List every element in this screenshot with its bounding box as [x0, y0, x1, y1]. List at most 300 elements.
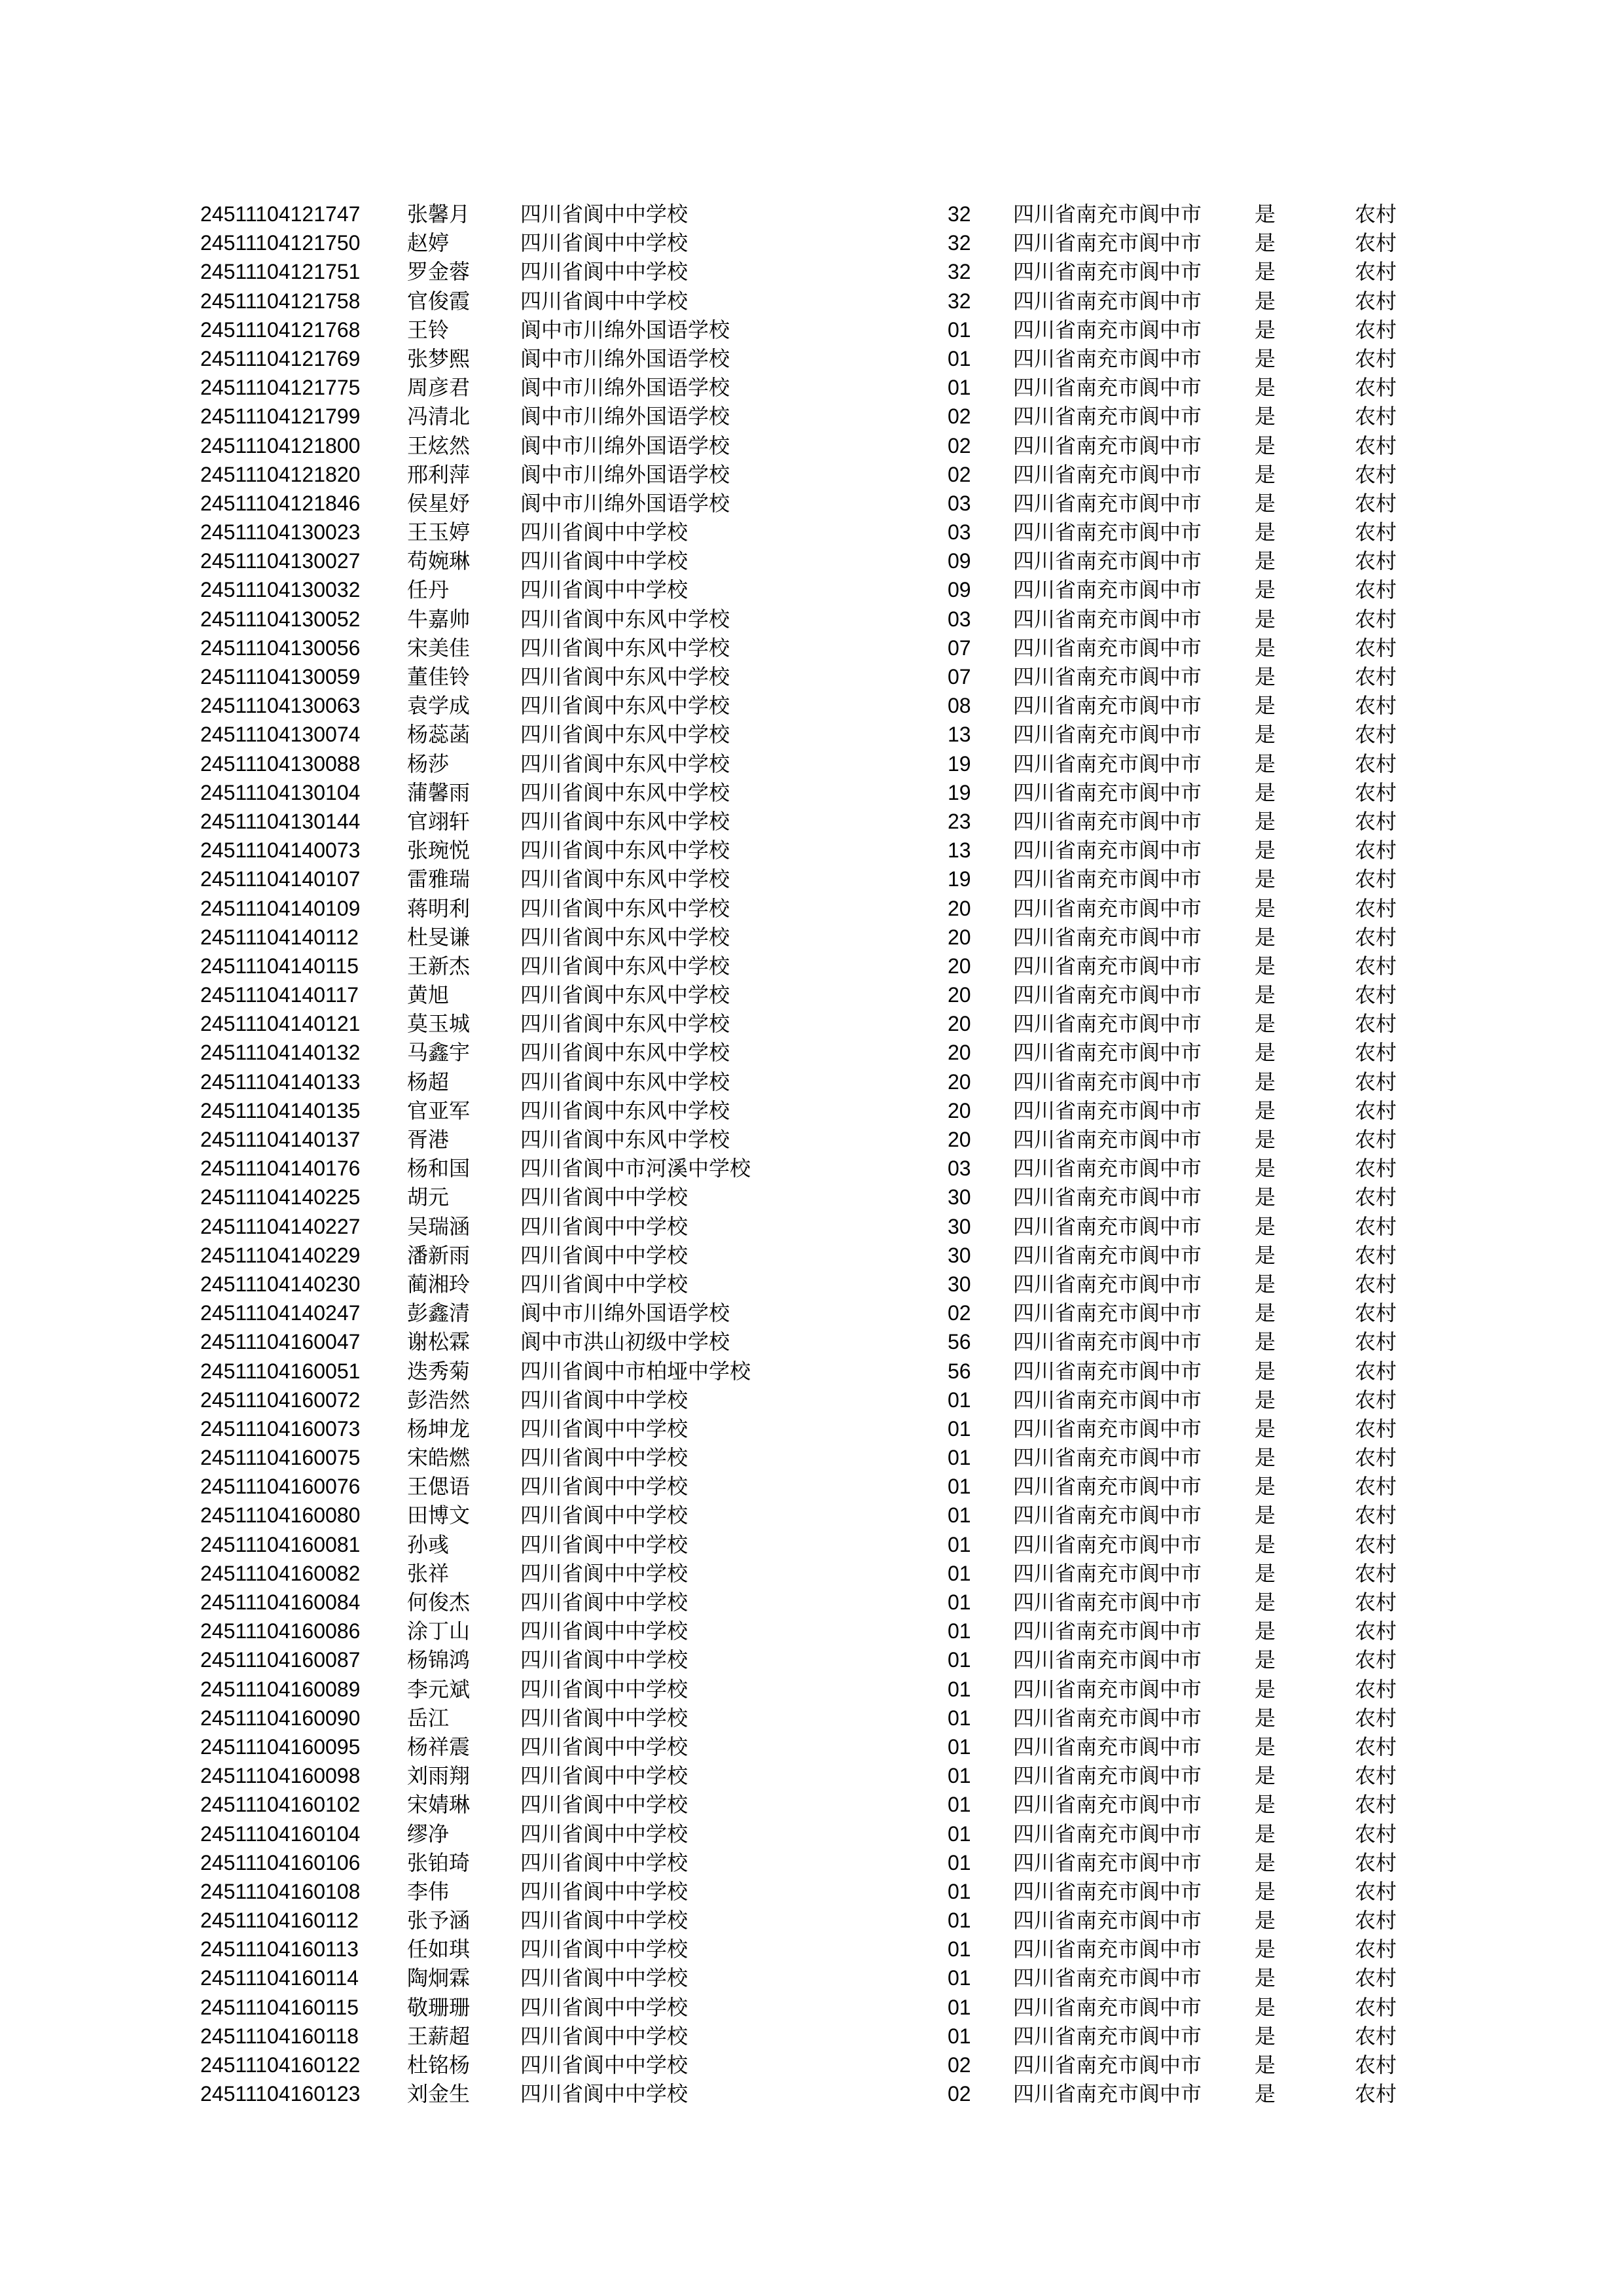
student-name: 张馨月	[407, 202, 471, 226]
status-flag: 是	[1255, 1243, 1276, 1267]
table-row	[0, 1588, 1623, 1617]
school-name: 四川省阆中中学校	[520, 1388, 688, 1412]
student-name: 迭秀菊	[407, 1359, 471, 1383]
region: 四川省南充市阆中市	[1013, 694, 1202, 718]
region: 四川省南充市阆中市	[1013, 1475, 1202, 1499]
table-row	[0, 865, 1623, 893]
table-row	[0, 1038, 1623, 1067]
table-row	[0, 1386, 1623, 1414]
school-name: 四川省阆中中学校	[520, 231, 688, 255]
class-number: 01	[948, 1619, 971, 1643]
table-row	[0, 1472, 1623, 1501]
student-name: 王铃	[407, 317, 450, 342]
class-number: 01	[948, 1879, 971, 1903]
student-name: 李伟	[407, 1879, 450, 1903]
region: 四川省南充市阆中市	[1013, 1850, 1202, 1874]
student-id: 24511104160090	[200, 1706, 361, 1730]
table-row	[0, 460, 1623, 489]
student-name: 潘新雨	[407, 1243, 471, 1267]
status-flag: 是	[1255, 1503, 1276, 1528]
table-row	[0, 1096, 1623, 1125]
student-name: 刘雨翔	[407, 1764, 471, 1788]
school-name: 阆中市川绵外国语学校	[520, 346, 730, 370]
status-flag: 是	[1255, 1041, 1276, 1065]
status-flag: 是	[1255, 578, 1276, 602]
class-number: 01	[948, 1532, 971, 1556]
status-flag: 是	[1255, 1098, 1276, 1122]
class-number: 20	[948, 925, 971, 949]
region: 四川省南充市阆中市	[1013, 1821, 1202, 1846]
region: 四川省南充市阆中市	[1013, 1330, 1202, 1354]
area-type: 农村	[1355, 1330, 1397, 1354]
student-id: 24511104160095	[200, 1734, 361, 1759]
table-row	[0, 489, 1623, 518]
table-row	[0, 287, 1623, 315]
area-type: 农村	[1355, 578, 1397, 602]
area-type: 农村	[1355, 607, 1397, 631]
table-row	[0, 1530, 1623, 1559]
table-row	[0, 402, 1623, 431]
region: 四川省南充市阆中市	[1013, 260, 1202, 284]
school-name: 四川省阆中东风中学校	[520, 751, 730, 776]
school-name: 四川省阆中中学校	[520, 1243, 688, 1267]
area-type: 农村	[1355, 1706, 1397, 1730]
table-row	[0, 720, 1623, 749]
school-name: 四川省阆中东风中学校	[520, 983, 730, 1007]
area-type: 农村	[1355, 1475, 1397, 1499]
class-number: 09	[948, 549, 971, 573]
area-type: 农村	[1355, 665, 1397, 689]
area-type: 农村	[1355, 1619, 1397, 1643]
school-name: 四川省阆中中学校	[520, 549, 688, 573]
student-name: 赵婷	[407, 231, 450, 255]
area-type: 农村	[1355, 1532, 1397, 1556]
student-name: 宋婧琳	[407, 1793, 471, 1817]
status-flag: 是	[1255, 1214, 1276, 1238]
class-number: 01	[948, 1416, 971, 1441]
class-number: 32	[948, 289, 971, 313]
region: 四川省南充市阆中市	[1013, 838, 1202, 863]
class-number: 30	[948, 1185, 971, 1210]
status-flag: 是	[1255, 520, 1276, 545]
area-type: 农村	[1355, 1359, 1397, 1383]
status-flag: 是	[1255, 1416, 1276, 1441]
class-number: 07	[948, 665, 971, 689]
table-row	[0, 1848, 1623, 1877]
status-flag: 是	[1255, 1995, 1276, 2019]
region: 四川省南充市阆中市	[1013, 723, 1202, 747]
student-name: 王玉婷	[407, 520, 471, 545]
student-id: 24511104121775	[200, 376, 361, 400]
table-row	[0, 1645, 1623, 1674]
status-flag: 是	[1255, 723, 1276, 747]
school-name: 四川省阆中中学校	[520, 2024, 688, 2048]
status-flag: 是	[1255, 1128, 1276, 1151]
student-id: 24511104140225	[200, 1185, 361, 1210]
status-flag: 是	[1255, 1677, 1276, 1701]
school-name: 四川省阆中中学校	[520, 1966, 688, 1990]
student-id: 24511104140176	[200, 1157, 361, 1181]
status-flag: 是	[1255, 1648, 1276, 1672]
school-name: 四川省阆中中学校	[520, 1648, 688, 1672]
table-row	[0, 1790, 1623, 1819]
region: 四川省南充市阆中市	[1013, 1272, 1202, 1296]
region: 四川省南充市阆中市	[1013, 1157, 1202, 1181]
class-number: 01	[948, 1388, 971, 1412]
status-flag: 是	[1255, 1185, 1276, 1210]
region: 四川省南充市阆中市	[1013, 1069, 1202, 1094]
student-id: 24511104140121	[200, 1012, 361, 1036]
student-name: 王新杰	[407, 954, 471, 978]
region: 四川省南充市阆中市	[1013, 809, 1202, 833]
status-flag: 是	[1255, 1012, 1276, 1036]
school-name: 四川省阆中中学校	[520, 1416, 688, 1441]
table-row	[0, 1327, 1623, 1356]
school-name: 四川省阆中中学校	[520, 1850, 688, 1874]
student-name: 陶炯霖	[407, 1966, 471, 1990]
area-type: 农村	[1355, 1909, 1397, 1933]
student-name: 杨坤龙	[407, 1416, 471, 1441]
region: 四川省南充市阆中市	[1013, 231, 1202, 255]
student-name: 何俊杰	[407, 1590, 471, 1614]
status-flag: 是	[1255, 636, 1276, 660]
student-name: 杨祥震	[407, 1734, 471, 1759]
school-name: 四川省阆中东风中学校	[520, 665, 730, 689]
region: 四川省南充市阆中市	[1013, 462, 1202, 486]
student-id: 24511104121769	[200, 346, 361, 370]
student-id: 24511104160102	[200, 1793, 361, 1817]
student-name: 官亚军	[407, 1098, 471, 1122]
table-row	[0, 1125, 1623, 1154]
student-id: 24511104121768	[200, 317, 361, 342]
class-number: 01	[948, 1995, 971, 2019]
area-type: 农村	[1355, 549, 1397, 573]
area-type: 农村	[1355, 1157, 1397, 1181]
table-row	[0, 1877, 1623, 1906]
student-id: 24511104160047	[200, 1330, 361, 1354]
status-flag: 是	[1255, 1619, 1276, 1643]
status-flag: 是	[1255, 694, 1276, 718]
student-id: 24511104140132	[200, 1041, 361, 1065]
student-id: 24511104140137	[200, 1128, 361, 1151]
status-flag: 是	[1255, 954, 1276, 978]
class-number: 02	[948, 462, 971, 486]
class-number: 30	[948, 1214, 971, 1238]
class-number: 56	[948, 1359, 971, 1383]
school-name: 四川省阆中东风中学校	[520, 780, 730, 804]
region: 四川省南充市阆中市	[1013, 1098, 1202, 1122]
student-id: 24511104130027	[200, 549, 361, 573]
class-number: 01	[948, 1561, 971, 1585]
area-type: 农村	[1355, 780, 1397, 804]
table-row	[0, 1993, 1623, 2022]
region: 四川省南充市阆中市	[1013, 1677, 1202, 1701]
student-id: 24511104140115	[200, 954, 359, 978]
status-flag: 是	[1255, 1330, 1276, 1354]
status-flag: 是	[1255, 1793, 1276, 1817]
student-id: 24511104160113	[200, 1937, 359, 1962]
status-flag: 是	[1255, 983, 1276, 1007]
student-id: 24511104130074	[200, 723, 361, 747]
student-name: 王偲语	[407, 1475, 471, 1499]
status-flag: 是	[1255, 607, 1276, 631]
school-name: 四川省阆中中学校	[520, 1561, 688, 1585]
region: 四川省南充市阆中市	[1013, 983, 1202, 1007]
school-name: 阆中市川绵外国语学校	[520, 491, 730, 515]
table-row	[0, 1964, 1623, 1992]
student-name: 张琬悦	[407, 838, 471, 863]
table-row	[0, 1443, 1623, 1472]
status-flag: 是	[1255, 260, 1276, 284]
student-name: 彭鑫清	[407, 1301, 471, 1325]
class-number: 23	[948, 809, 971, 833]
student-id: 24511104160072	[200, 1388, 361, 1412]
region: 四川省南充市阆中市	[1013, 780, 1202, 804]
student-name: 杨超	[407, 1069, 450, 1094]
status-flag: 是	[1255, 491, 1276, 515]
school-name: 四川省阆中市河溪中学校	[520, 1157, 751, 1181]
student-name: 李元斌	[407, 1677, 471, 1701]
status-flag: 是	[1255, 1590, 1276, 1614]
area-type: 农村	[1355, 954, 1397, 978]
student-name: 罗金蓉	[407, 260, 471, 284]
status-flag: 是	[1255, 809, 1276, 833]
table-row	[0, 1414, 1623, 1443]
class-number: 01	[948, 1850, 971, 1874]
status-flag: 是	[1255, 838, 1276, 863]
student-name: 侯星妤	[407, 491, 471, 515]
class-number: 03	[948, 607, 971, 631]
student-id: 24511104130088	[200, 751, 361, 776]
status-flag: 是	[1255, 1272, 1276, 1296]
class-number: 01	[948, 1966, 971, 1990]
area-type: 农村	[1355, 983, 1397, 1007]
student-id: 24511104160115	[200, 1995, 359, 2019]
status-flag: 是	[1255, 1821, 1276, 1846]
student-id: 24511104160104	[200, 1821, 361, 1846]
student-name: 杜铭杨	[407, 2053, 471, 2077]
school-name: 四川省阆中东风中学校	[520, 636, 730, 660]
status-flag: 是	[1255, 202, 1276, 226]
area-type: 农村	[1355, 1243, 1397, 1267]
table-row	[0, 373, 1623, 402]
student-id: 24511104130059	[200, 665, 361, 689]
student-id: 24511104140073	[200, 838, 361, 863]
region: 四川省南充市阆中市	[1013, 376, 1202, 400]
table-row	[0, 778, 1623, 807]
class-number: 01	[948, 1764, 971, 1788]
area-type: 农村	[1355, 1793, 1397, 1817]
status-flag: 是	[1255, 1850, 1276, 1874]
status-flag: 是	[1255, 317, 1276, 342]
table-row	[0, 807, 1623, 836]
area-type: 农村	[1355, 1503, 1397, 1528]
student-id: 24511104140107	[200, 867, 361, 891]
class-number: 19	[948, 780, 971, 804]
region: 四川省南充市阆中市	[1013, 549, 1202, 573]
class-number: 01	[948, 317, 971, 342]
area-type: 农村	[1355, 1214, 1397, 1238]
student-id: 24511104121799	[200, 404, 361, 429]
table-row	[0, 2051, 1623, 2079]
class-number: 32	[948, 231, 971, 255]
student-id: 24511104140227	[200, 1214, 361, 1238]
school-name: 四川省阆中东风中学校	[520, 1012, 730, 1036]
area-type: 农村	[1355, 1069, 1397, 1094]
school-name: 阆中市川绵外国语学校	[520, 317, 730, 342]
area-type: 农村	[1355, 1734, 1397, 1759]
student-id: 24511104121846	[200, 491, 361, 515]
school-name: 阆中市川绵外国语学校	[520, 376, 730, 400]
student-name: 田博文	[407, 1503, 471, 1528]
region: 四川省南充市阆中市	[1013, 925, 1202, 949]
status-flag: 是	[1255, 1879, 1276, 1903]
student-id: 24511104130056	[200, 636, 361, 660]
status-flag: 是	[1255, 1446, 1276, 1470]
class-number: 01	[948, 1503, 971, 1528]
school-name: 四川省阆中中学校	[520, 520, 688, 545]
region: 四川省南充市阆中市	[1013, 1243, 1202, 1267]
region: 四川省南充市阆中市	[1013, 578, 1202, 602]
class-number: 01	[948, 1734, 971, 1759]
class-number: 56	[948, 1330, 971, 1354]
status-flag: 是	[1255, 1937, 1276, 1962]
region: 四川省南充市阆中市	[1013, 1446, 1202, 1470]
student-name: 袁学成	[407, 694, 471, 718]
area-type: 农村	[1355, 925, 1397, 949]
class-number: 01	[948, 1475, 971, 1499]
area-type: 农村	[1355, 896, 1397, 920]
area-type: 农村	[1355, 694, 1397, 718]
area-type: 农村	[1355, 1128, 1397, 1151]
region: 四川省南充市阆中市	[1013, 2024, 1202, 2048]
table-row	[0, 952, 1623, 980]
school-name: 四川省阆中中学校	[520, 2053, 688, 2077]
area-type: 农村	[1355, 462, 1397, 486]
student-name: 冯清北	[407, 404, 471, 429]
area-type: 农村	[1355, 260, 1397, 284]
region: 四川省南充市阆中市	[1013, 433, 1202, 457]
status-flag: 是	[1255, 433, 1276, 457]
school-name: 阆中市川绵外国语学校	[520, 1301, 730, 1325]
student-id: 24511104160075	[200, 1446, 361, 1470]
student-id: 24511104121820	[200, 462, 361, 486]
area-type: 农村	[1355, 1098, 1397, 1122]
student-name: 涂丁山	[407, 1619, 471, 1643]
table-row	[0, 257, 1623, 286]
status-flag: 是	[1255, 2053, 1276, 2077]
school-name: 四川省阆中中学校	[520, 1272, 688, 1296]
region: 四川省南充市阆中市	[1013, 636, 1202, 660]
table-row	[0, 923, 1623, 952]
area-type: 农村	[1355, 1388, 1397, 1412]
region: 四川省南充市阆中市	[1013, 404, 1202, 429]
region: 四川省南充市阆中市	[1013, 1966, 1202, 1990]
table-row	[0, 836, 1623, 865]
class-number: 20	[948, 1128, 971, 1151]
table-row	[0, 662, 1623, 691]
student-id: 24511104160076	[200, 1475, 361, 1499]
student-name: 苟婉琳	[407, 549, 471, 573]
class-number: 02	[948, 1301, 971, 1325]
student-name: 谢松霖	[407, 1330, 471, 1354]
school-name: 四川省阆中中学校	[520, 1995, 688, 2019]
student-id: 24511104121758	[200, 289, 361, 313]
area-type: 农村	[1355, 867, 1397, 891]
status-flag: 是	[1255, 1706, 1276, 1730]
region: 四川省南充市阆中市	[1013, 1388, 1202, 1412]
status-flag: 是	[1255, 2024, 1276, 2048]
area-type: 农村	[1355, 1850, 1397, 1874]
region: 四川省南充市阆中市	[1013, 1734, 1202, 1759]
class-number: 13	[948, 723, 971, 747]
region: 四川省南充市阆中市	[1013, 1706, 1202, 1730]
class-number: 01	[948, 1590, 971, 1614]
status-flag: 是	[1255, 549, 1276, 573]
student-id: 24511104160082	[200, 1561, 361, 1585]
school-name: 四川省阆中中学校	[520, 1937, 688, 1962]
region: 四川省南充市阆中市	[1013, 202, 1202, 226]
region: 四川省南充市阆中市	[1013, 1503, 1202, 1528]
status-flag: 是	[1255, 376, 1276, 400]
class-number: 20	[948, 954, 971, 978]
status-flag: 是	[1255, 404, 1276, 429]
student-id: 24511104130063	[200, 694, 361, 718]
table-row	[0, 1009, 1623, 1038]
class-number: 03	[948, 1157, 971, 1181]
class-number: 30	[948, 1243, 971, 1267]
student-name: 刘金生	[407, 2082, 471, 2106]
class-number: 01	[948, 1648, 971, 1672]
student-name: 王薪超	[407, 2024, 471, 2048]
status-flag: 是	[1255, 1966, 1276, 1990]
table-row	[0, 634, 1623, 662]
region: 四川省南充市阆中市	[1013, 1041, 1202, 1065]
school-name: 四川省阆中中学校	[520, 1503, 688, 1528]
student-table	[0, 200, 1623, 2108]
area-type: 农村	[1355, 376, 1397, 400]
region: 四川省南充市阆中市	[1013, 1532, 1202, 1556]
student-id: 24511104160098	[200, 1764, 361, 1788]
status-flag: 是	[1255, 896, 1276, 920]
student-name: 孙彧	[407, 1532, 450, 1556]
area-type: 农村	[1355, 1677, 1397, 1701]
student-name: 杨莎	[407, 751, 450, 776]
student-id: 24511104160122	[200, 2053, 361, 2077]
region: 四川省南充市阆中市	[1013, 896, 1202, 920]
table-row	[0, 1241, 1623, 1270]
student-id: 24511104121747	[200, 202, 361, 226]
student-name: 彭浩然	[407, 1388, 471, 1412]
status-flag: 是	[1255, 1157, 1276, 1181]
region: 四川省南充市阆中市	[1013, 520, 1202, 545]
area-type: 农村	[1355, 202, 1397, 226]
status-flag: 是	[1255, 462, 1276, 486]
school-name: 四川省阆中市柏垭中学校	[520, 1359, 751, 1383]
area-type: 农村	[1355, 404, 1397, 429]
school-name: 四川省阆中中学校	[520, 1706, 688, 1730]
school-name: 四川省阆中中学校	[520, 1619, 688, 1643]
status-flag: 是	[1255, 289, 1276, 313]
area-type: 农村	[1355, 1937, 1397, 1962]
school-name: 四川省阆中中学校	[520, 1879, 688, 1903]
class-number: 03	[948, 520, 971, 545]
class-number: 01	[948, 1909, 971, 1933]
school-name: 阆中市川绵外国语学校	[520, 462, 730, 486]
class-number: 32	[948, 260, 971, 284]
student-id: 24511104160089	[200, 1677, 361, 1701]
student-id: 24511104160112	[200, 1909, 359, 1933]
